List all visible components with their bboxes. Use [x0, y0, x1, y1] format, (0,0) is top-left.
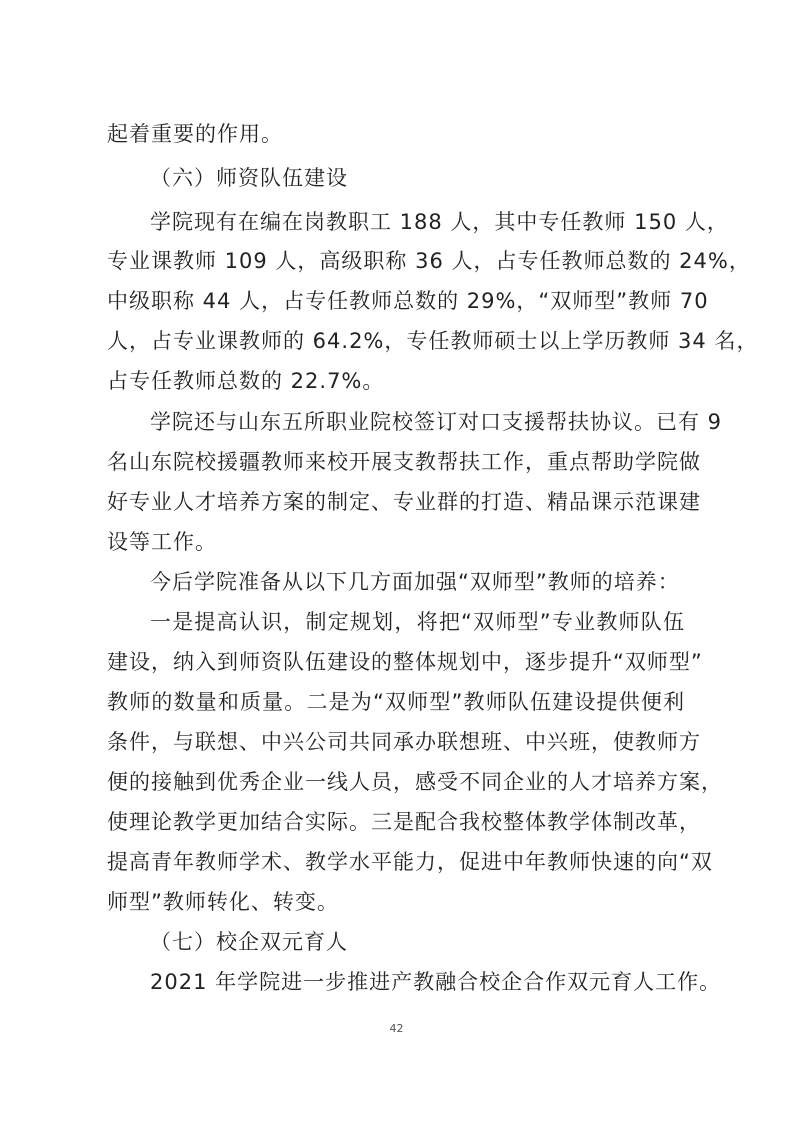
- paragraph-line: 师型”教师转化、转变。: [107, 890, 339, 914]
- paragraph-line: 好专业人才培养方案的制定、专业群的打造、精品课示范课建: [107, 490, 701, 514]
- paragraph-line: 提高青年教师学术、教学水平能力，促进中年教师快速的向“双: [107, 850, 713, 874]
- paragraph-line: 教师的数量和质量。二是为“双师型”教师队伍建设提供便利: [107, 690, 685, 714]
- paragraph-line: 人，占专业课教师的 64.2%，专任教师硕士以上学历教师 34 名，: [107, 329, 759, 353]
- section-heading: （七）校企双元育人: [150, 930, 348, 954]
- section-heading: （六）师资队伍建设: [150, 166, 348, 190]
- paragraph-line: 学院还与山东五所职业院校签订对口支援帮扶协议。已有 9: [150, 410, 723, 434]
- paragraph-line: 学院现有在编在岗教职工 188 人，其中专任教师 150 人，: [150, 210, 729, 234]
- paragraph-line: 2021 年学院进一步推进产教融合校企合作双元育人工作。: [150, 970, 722, 994]
- paragraph-line: 中级职称 44 人，占专任教师总数的 29%，“双师型”教师 70: [107, 289, 709, 313]
- paragraph-line: 今后学院准备从以下几方面加强“双师型”教师的培养：: [150, 570, 680, 594]
- paragraph-line: 使理论教学更加结合实际。三是配合我校整体教学体制改革，: [107, 810, 701, 834]
- paragraph-line: 一是提高认识，制定规划，将把“双师型”专业教师队伍: [150, 610, 685, 634]
- page-number: 42: [389, 1022, 404, 1035]
- paragraph-line: 专业课教师 109 人，高级职称 36 人，占专任教师总数的 24%，: [107, 249, 751, 273]
- paragraph-line: 便的接触到优秀企业一线人员，感受不同企业的人才培养方案，: [107, 770, 723, 794]
- paragraph-line: 占专任教师总数的 22.7%。: [107, 369, 385, 393]
- paragraph-line: 名山东院校援疆教师来校开展支教帮扶工作，重点帮助学院做: [107, 450, 701, 474]
- paragraph-line: 条件，与联想、中兴公司共同承办联想班、中兴班，使教师方: [107, 730, 701, 754]
- paragraph-line: 设等工作。: [107, 530, 217, 554]
- paragraph-line: 建设，纳入到师资队伍建设的整体规划中，逐步提升“双师型”: [107, 650, 703, 674]
- paragraph-line: 起着重要的作用。: [107, 122, 283, 146]
